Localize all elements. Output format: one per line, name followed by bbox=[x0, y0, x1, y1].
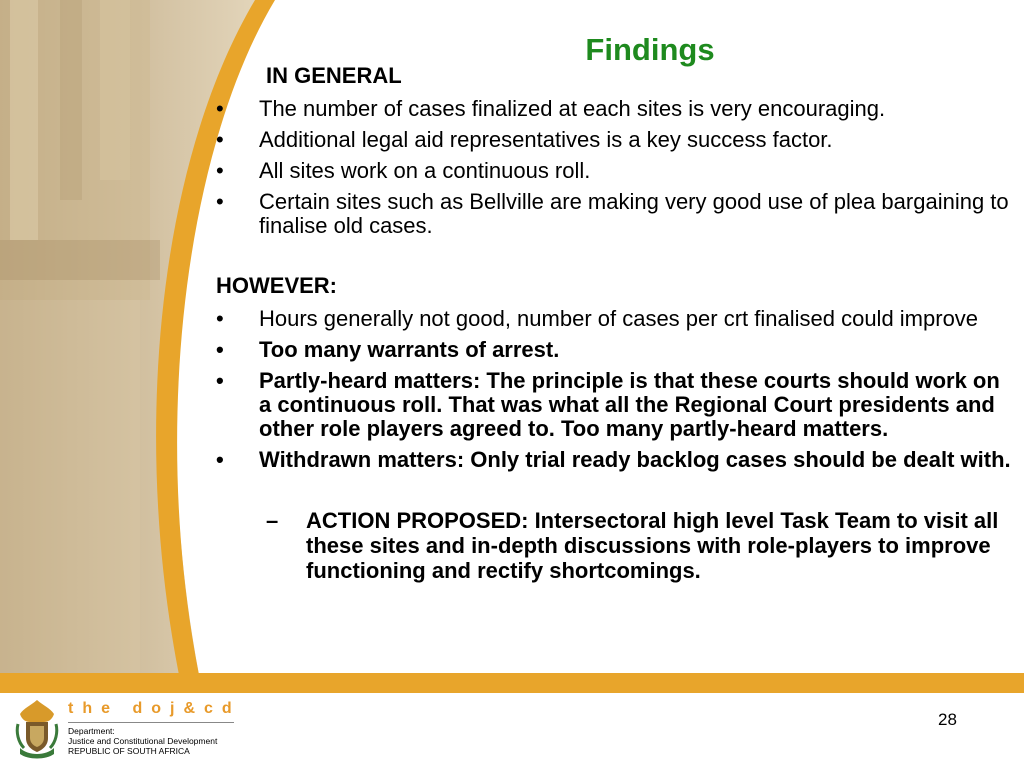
list-item bbox=[216, 159, 1016, 183]
brand-name: the doj&cd bbox=[68, 700, 241, 717]
bullet-marker: • bbox=[216, 189, 224, 214]
list-item bbox=[216, 448, 1016, 472]
department-text bbox=[68, 726, 217, 756]
bullet-marker: • bbox=[216, 96, 224, 121]
list-item bbox=[216, 369, 1016, 441]
general-bullet-list bbox=[216, 97, 1016, 238]
list-item bbox=[216, 338, 1016, 362]
dept-line2: Justice and Constitutional Development bbox=[68, 736, 218, 746]
bullet-marker: • bbox=[216, 127, 224, 152]
list-item bbox=[216, 128, 1016, 152]
page-number: 28 bbox=[938, 710, 957, 729]
bullet-text: Withdrawn matters: Only trial ready backlog cases should be dealt with. bbox=[259, 447, 1011, 472]
bullet-text: Additional legal aid representatives is a key success factor. bbox=[259, 127, 833, 152]
dept-line3: REPUBLIC OF SOUTH AFRICA bbox=[68, 746, 190, 756]
slide-content bbox=[216, 62, 1016, 583]
bullet-text: All sites work on a continuous roll. bbox=[259, 158, 591, 183]
bullet-marker: • bbox=[216, 368, 224, 393]
bullet-text: The number of cases finalized at each sites is very encouraging. bbox=[259, 96, 886, 121]
bullet-text: Hours generally not good, number of cases per crt finalised could improve bbox=[259, 306, 979, 331]
dept-line1: Department: bbox=[68, 726, 115, 736]
list-item bbox=[216, 307, 1016, 331]
bullet-marker: • bbox=[216, 306, 224, 331]
brand-divider bbox=[68, 722, 234, 723]
slide-title: Findings bbox=[585, 32, 715, 67]
footer-band bbox=[0, 673, 1024, 693]
dash-marker: – bbox=[266, 508, 279, 533]
subheading-in-general: IN GENERAL bbox=[266, 63, 402, 88]
bullet-marker: • bbox=[216, 447, 224, 472]
list-item bbox=[216, 190, 1016, 238]
however-heading: HOWEVER: bbox=[216, 273, 337, 298]
bullet-text: Too many warrants of arrest. bbox=[259, 337, 560, 362]
bullet-text: Certain sites such as Bellville are making very good use of plea bargaining to finalise old cases. bbox=[259, 189, 1009, 238]
coat-of-arms-logo bbox=[14, 698, 60, 760]
bullet-marker: • bbox=[216, 158, 224, 183]
bullet-marker: • bbox=[216, 337, 224, 362]
however-bullet-list bbox=[216, 307, 1016, 472]
list-item bbox=[216, 97, 1016, 121]
bullet-text: Partly-heard matters: The principle is that these courts should work on a continuous roll. That was what all the Regional Court presidents and other role players agreed to. Too many partly-heard matters. bbox=[259, 368, 1000, 441]
action-proposed bbox=[216, 508, 1016, 583]
action-text: ACTION PROPOSED: Intersectoral high level Task Team to visit all these sites and in-depth discussions with role-players to improve functioning and rectify shortcomings. bbox=[306, 508, 999, 583]
